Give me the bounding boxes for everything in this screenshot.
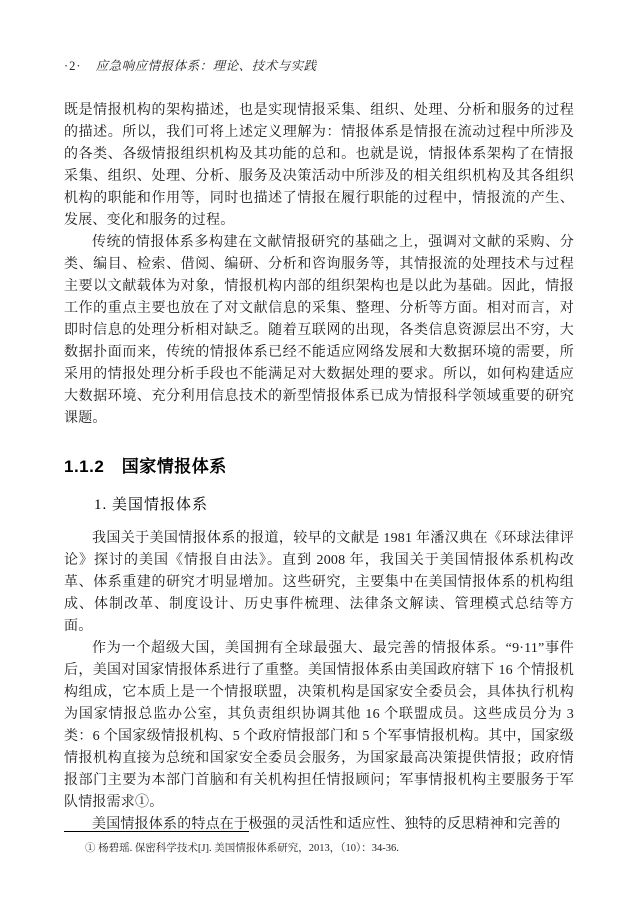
para-traditional-system: 传统的情报体系多构建在文献情报研究的基础之上，强调对文献的采购、分类、编目、检索、借阅、编研、分析和咨询服务等，其情报流的处理技术与过程主要以文献载体为对象，情报机构内部的组织架构也是以此为基础。因此，情报工作的重点主要也放在了对文献信息的采集、整理、分析等方面。相对而言，对即时信息的处理分析相对缺乏。随着互联网的出现，各类信息资源层出不穷，大数据扑面而来，传统的情报体系已经不能适应网络发展和大数据环境的需要，所采用的情报处理分析手段也不能满足对大数据处理的要求。所以，如何构建适应大数据环境、充分利用信息技术的新型情报体系已成为情报科学领域重要的研究课题。 bbox=[64, 235, 574, 426]
footnote-block bbox=[64, 831, 574, 856]
footnote-entry: ① 杨碧瑶. 保密科学技术[J]. 美国情报体系研究，2013，（10）：34-36. bbox=[85, 843, 399, 854]
section-heading-1-1-2: 1.1.2 国家情报体系 bbox=[64, 457, 227, 476]
page-number: ·2· bbox=[64, 59, 82, 73]
footnote-separator-rule bbox=[64, 831, 249, 832]
running-title: 应急响应情报体系：理论、技术与实践 bbox=[95, 59, 317, 73]
body-text bbox=[64, 100, 574, 836]
para-us-research: 我国关于美国情报体系的报道，较早的文献是 1981 年潘汉典在《环球法律评论》探讨的美国《情报自由法》。直到 2008 年，我国关于美国情报体系机构改革、体系重建的研究才明显增加。这些研究，主要集中在美国情报体系的机构组成、体制改革、制度设计、历史事件梳理、法律条文解读、管理模式总结等方面。 bbox=[64, 531, 574, 634]
para-us-structure: 作为一个超级大国，美国拥有全球最强大、最完善的情报体系。“9·11”事件后，美国对国家情报体系进行了重整。美国情报体系由美国政府辖下 16 个情报机构组成，它本质上是一个情报联盟，决策机构是国家安全委员会，具体执行机构为国家情报总监办公室，其负责组织协调其他 16 个联盟成员。这些成员分为 3 类：6 个国家级情报机构、5 个政府情报部门和 5 个军事情报机构。其中，国家级情报机构直接为总统和国家安全委员会服务，为国家最高决策提供情报；政府情报部门主要为本部门首脑和有关机构担任情报顾问；军事情报机构主要服务于军队情报需求①。 bbox=[64, 641, 574, 810]
subsection-heading-us: 1. 美国情报体系 bbox=[94, 497, 209, 513]
para-continuation: 既是情报机构的架构描述，也是实现情报采集、组织、处理、分析和服务的过程的描述。所以，我们可将上述定义理解为：情报体系是情报在流动过程中所涉及的各类、各级情报组织机构及其功能的总和。也就是说，情报体系架构了在情报采集、组织、处理、分析、服务及决策活动中所涉及的相关组织机构及其各组织机构的职能和作用等，同时也描述了情报在履行职能的过程中，情报流的产生、发展、变化和服务的过程。 bbox=[64, 103, 574, 228]
page-header bbox=[64, 56, 574, 74]
para-us-features: 美国情报体系的特点在于极强的灵活性和适应性、独特的反思精神和完善的 bbox=[92, 817, 561, 832]
